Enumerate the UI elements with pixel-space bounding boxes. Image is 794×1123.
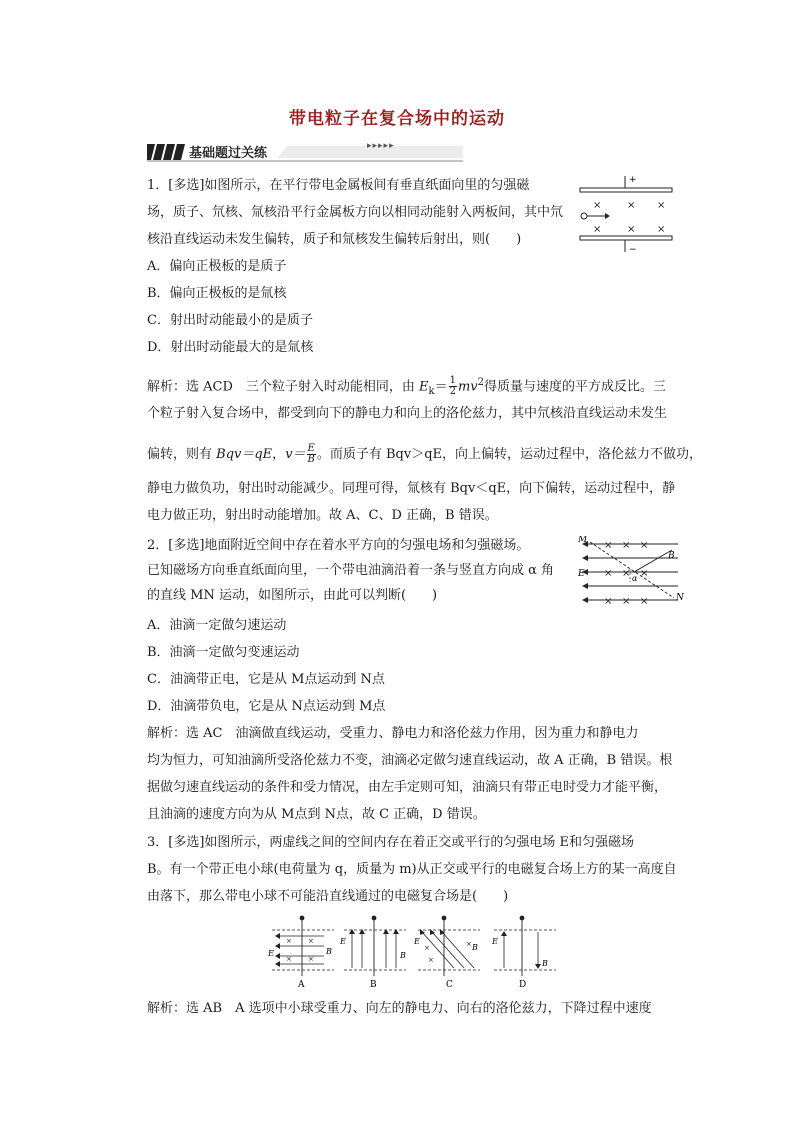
q1-analysis-line-5: 电力做正功，射出时动能增加。故 A、C、D 正确，B 错误。 xyxy=(147,508,498,523)
q1-minus-sign: − xyxy=(629,245,637,254)
q2-analysis-line-2: 均为恒力，可知油滴所受洛伦兹力不变，油滴必定做匀速直线运动，故 A 正确，B 错误。根 xyxy=(147,753,673,768)
svg-text:×: × xyxy=(627,224,636,235)
q1-analysis-line-4: 静电力做负功，射出时动能减少。同理可得，氚核有 Bqv＜qE，向下偏转，运动过程中，静 xyxy=(147,481,676,496)
page-title: 带电粒子在复合场中的运动 xyxy=(289,109,505,129)
q2-option-a: A．油滴一定做匀速运动 xyxy=(147,618,287,633)
q1-line-3: 核沿直线运动未发生偏转，质子和氚核发生偏转后射出，则( ) xyxy=(147,232,522,247)
svg-text:×: × xyxy=(622,596,631,607)
svg-text:×: × xyxy=(622,540,631,551)
q2-label-e: E xyxy=(578,569,585,579)
q2-label-n: N xyxy=(676,593,684,603)
q3-figure-a xyxy=(268,914,340,990)
svg-text:×: × xyxy=(308,955,314,963)
svg-text:×: × xyxy=(622,568,631,579)
q2-analysis-line-3: 据做匀速直线运动的条件和受力情况，由左手定则可知，油滴只有带正电时受力才能平衡， xyxy=(147,780,668,795)
svg-text:×: × xyxy=(308,937,314,945)
svg-text:×: × xyxy=(627,200,636,211)
q2-option-b: B．油滴一定做匀变速运动 xyxy=(147,645,300,660)
half-fraction: $\frac{1}{2}$ xyxy=(449,375,456,398)
q2-line-3: 的直线 MN 运动，如图所示，由此可以判断( ) xyxy=(147,588,438,603)
q2-line-2: 已知磁场方向垂直纸面向里，一个带电油滴沿着一条与竖直方向成 α 角 xyxy=(147,563,555,578)
q1-analysis-line-3 xyxy=(147,444,702,465)
q3b-label-b: B xyxy=(400,951,406,960)
q3-figure-c xyxy=(414,914,486,990)
q3a-label-e: E xyxy=(268,949,274,958)
q1-analysis-text: 偏转，则有 xyxy=(147,447,217,462)
ek-symbol: E xyxy=(419,379,429,395)
q1-figure-plates xyxy=(575,174,675,254)
q1-option-c: C．射出时动能最小的是质子 xyxy=(147,313,313,328)
svg-text:×: × xyxy=(640,596,649,607)
q1-option-b: B．偏向正极板的是氚核 xyxy=(147,286,287,301)
q3-figure-b xyxy=(340,914,412,990)
q2-option-d: D．油滴带负电，它是从 N点运动到 M点 xyxy=(147,699,386,714)
q1-line-1: 1．[多选]如图所示，在平行带电金属板间有垂直纸面向里的匀强磁 xyxy=(147,178,530,193)
q3a-caption: A xyxy=(298,980,305,990)
q2-label-m: M xyxy=(578,536,588,545)
svg-text:×: × xyxy=(604,596,613,607)
svg-text:×: × xyxy=(593,224,602,235)
q1-line-2: 场，质子、氘核、氚核沿平行金属板方向以相同动能射入两板间，其中氘 xyxy=(147,205,564,220)
svg-text:×: × xyxy=(286,955,292,963)
q2-label-b: B xyxy=(668,551,675,561)
q3c-label-b: B xyxy=(472,943,478,952)
q3c-caption: C xyxy=(446,980,453,990)
q2-line-1: 2．[多选]地面附近空间中存在着水平方向的匀强电场和匀强磁场。 xyxy=(147,538,530,553)
svg-text:×: × xyxy=(466,940,472,948)
q2-figure-oil-drop xyxy=(578,536,688,608)
svg-text:×: × xyxy=(604,540,613,551)
q1-analysis-text-tail: 得质量与速度的平方成反比。三 xyxy=(484,379,667,395)
eq-sign: ＝ xyxy=(434,379,448,395)
q3d-caption: D xyxy=(519,980,527,990)
q1-option-a: A．偏向正极板的是质子 xyxy=(147,259,287,274)
q1-analysis-line-1 xyxy=(147,374,666,401)
q1-option-d: D．射出时动能最大的是氚核 xyxy=(147,340,314,355)
section-arrows: ▸▸▸▸▸ xyxy=(367,141,395,151)
svg-text:×: × xyxy=(286,937,292,945)
svg-text:×: × xyxy=(593,200,602,211)
section-label: 基础题过关练 xyxy=(189,146,268,161)
ek-subscript: k xyxy=(428,385,435,397)
svg-text:×: × xyxy=(424,944,430,952)
comma: ， xyxy=(272,447,286,462)
e-over-b-fraction: $\frac{E}{B}$ xyxy=(307,443,315,465)
q3c-label-e: E xyxy=(414,937,420,946)
q3-line-1: 3．[多选]如图所示，两虚线之间的空间内存在着正交或平行的匀强电场 E和匀强磁场 xyxy=(147,835,635,850)
q3-figure-d xyxy=(490,914,562,990)
q3d-label-e: E xyxy=(492,937,498,946)
svg-text:×: × xyxy=(640,568,649,579)
q3-analysis-line-1: 解析：选 AB A 选项中小球受重力、向左的静电力、向右的洛伦兹力，下降过程中速度 xyxy=(147,1001,652,1016)
q2-analysis-line-1: 解析：选 AC 油滴做直线运动，受重力、静电力和洛伦兹力作用，因为重力和静电力 xyxy=(147,726,639,741)
q3b-label-e: E xyxy=(340,937,346,946)
q1-analysis-line-2: 个粒子射入复合场中，都受到向下的静电力和向上的洛伦兹力，其中氘核沿直线运动未发生 xyxy=(147,406,668,421)
svg-text:×: × xyxy=(657,224,666,235)
q3-line-2: B。有一个带正电小球(电荷量为 q，质量为 m)从正交或平行的电磁复合场上方的某一高度自 xyxy=(147,862,677,877)
v-equals: v＝ xyxy=(285,447,306,462)
svg-text:×: × xyxy=(428,956,434,964)
section-header xyxy=(147,140,463,162)
q1-analysis-text: 解析：选 ACD 三个粒子射入时动能相同，由 xyxy=(147,379,420,395)
mv-symbol: mv xyxy=(457,379,478,395)
q3b-caption: B xyxy=(370,980,377,990)
q1-analysis-text-tail: 。而质子有 Bqv＞qE，向上偏转，运动过程中，洛伦兹力不做功， xyxy=(316,447,703,462)
q3d-label-b: B xyxy=(542,959,548,968)
equation-1: Bqv＝qE xyxy=(216,447,273,462)
q2-label-alpha: α xyxy=(632,574,638,583)
q1-plus-sign: + xyxy=(629,175,637,185)
q3-line-3: 由落下，那么带电小球不可能沿直线通过的电磁复合场是( ) xyxy=(147,889,509,904)
svg-text:×: × xyxy=(604,568,613,579)
square-exponent: 2 xyxy=(477,377,485,388)
q2-analysis-line-4: 且油滴的速度方向为从 M点到 N点，故 C 正确，D 错误。 xyxy=(147,807,486,822)
q3a-label-b: B xyxy=(326,947,332,956)
svg-text:×: × xyxy=(657,200,666,211)
svg-text:×: × xyxy=(640,540,649,551)
q2-option-c: C．油滴带正电，它是从 M点运动到 N点 xyxy=(147,672,385,687)
